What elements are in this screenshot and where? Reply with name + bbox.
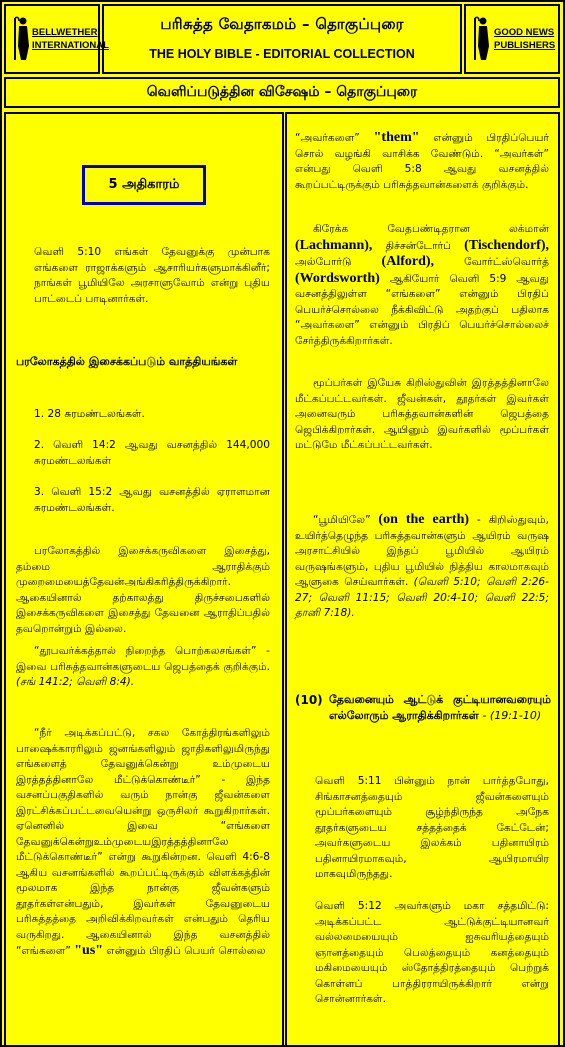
scripture-ref: - (19:1-10) [482,709,542,722]
english-word: "us" [74,943,104,958]
paragraph-text: வோர்ட்ஸ்வொர்த் [464,256,549,268]
paragraph [295,512,549,622]
paragraph-text: - கிறிஸ்துவும், உயிர்த்தெழுந்த பரிசுத்தவான்களும் ஆயிரம் வருஷ அரசாட்சியில் இந்தப் பூமியில் ஆயிரம் வருஷங்களும், புதிய பூமியில் நித்திய காலமாகவும் ஆளுகை செய்வார்கள். [295,514,549,588]
paragraph: மூப்பர்கள் இயேசு கிறிஸ்துவின் இரத்தத்தினாலே மீட்கப்பட்டவர்கள். ஜீவன்கள், தூதர்கள் இவர்கள் அனைவரும் பரிசுத்தவான்களின் ஜெபத்தை ஜெபிக்கிறார்கள். ஆயினும் இவர்களில் மூப்பர்கள் மட்டுமே மீட்கப்பட்டவர்கள். [295,377,549,451]
left-column [4,112,284,1047]
section-title: வெளிப்படுத்தின விசேஷம் – தொகுப்புரை [4,77,560,108]
quote-word: “அவர்களை” [295,132,360,144]
section-number: (10) [295,693,323,707]
scripture-ref: (சங் 141:2; வெளி 8:4). [16,676,135,688]
paragraph [295,130,549,193]
quote-text: “தூபவர்க்கத்தால் நிறைந்த பொற்கலசங்கள்” - இவை பரிசுத்தவான்களுடைய ஜெபத்தைக் குறிக்கும். [16,645,270,673]
bellwether-logo [4,4,109,74]
good-news-logo [464,4,560,74]
paragraph-text: ஆகியோர் வெளி 5:9 ஆவது வசனத்திலுள்ள “எங்களை” என்னும் பிரதிப் பெயர்ச்சொல்லை நீக்கிவிட்டு அதற்குப் பதிலாக “அவர்களை” என்னும் பிரதிப் பெயர்ச்சொல்லைச் சேர்த்திருக்கிறார்கள். [295,272,549,347]
paragraph-text: திச்சன்டோர்ப் [385,239,452,252]
english-word: (on the earth) [378,512,470,527]
paragraph-end: என்னும் பிரதிப் பெயர் சொல்லை [106,945,266,957]
logo-line2: INTERNATIONAL [32,40,109,51]
english-name: (Wordsworth) [295,270,380,286]
english-word: "them" [373,130,420,145]
paragraph: பரலோகத்தில் இசைக்கருவிகளை இசைத்து, தம்மை ஆராதிக்கும் முறைமையைத்தேவன்அங்கிகரித்திருக்கிறார். ஆகையினால் தற்காலத்து திருச்சபைகளில் இசைக்கருவிகளை இசைத்து தேவனை ஆராதிப்பதில் தவறொன்றும் இல்லை. [16,545,270,635]
english-title: THE HOLY BIBLE - EDITORIAL COLLECTION [149,47,415,61]
paragraph-text: என்னும் பிரதிப்பெயர் சொல் வழங்கி வாசிக்க வேண்டும். “அவர்கள்” என்பது வெளி 5:8 ஆவது வசனத்தில் கூறப்பட்டிருக்கும் பரிசுத்தவான்களைக் குறிக்கும். [295,132,549,191]
heading-text: தேவனையும் ஆட்டுக் குட்டியானவரையும் எல்லோரும் ஆராதிக்கிறார்கள் [329,693,551,722]
paragraph: வெளி 5:11 பின்னும் நான் பார்த்தபோது, சிங்காசனத்தையும் ஜீவன்களையும் மூப்பர்களையும் சூழ்ந்திருந்த அநேக தூதர்களுடைய சத்தத்தைக் கேட்டேன்; அவர்களுடைய இலக்கம் பதினாயிரம் பதினாயிரமாகவும், ஆயிரமாயிர மாகவுமிருந்தது. [315,775,549,880]
logo-line1: GOOD NEWS [494,27,555,38]
header [4,4,560,74]
subheading: பரலோகத்தில் இசைக்கப்படும் வாத்தியங்கள் [16,355,238,368]
paragraph [16,726,270,960]
quote-word: “பூமியிலே” [313,514,371,526]
logo-line2: PUBLISHERS [494,40,556,51]
shepherd-figure-icon [472,16,492,62]
paragraph: வெளி 5:12 அவர்களும் மகா சத்தமிட்டு: அடிக்கப்பட்ட ஆட்டுக்குட்டியானவர் வல்லமையையும் ஐசுவரியத்தையும் ஞானத்தையும் பெலத்தையும் கனத்தையும் மகிமையையும் ஸ்தோத்திரத்தையும் பெற்றுக் கொள்ளப் பாத்திரராயிருக்கிறார் என்று சொன்னார்கள். [315,900,549,1005]
paragraph-text: “நீர் அடிக்கப்பட்டு, சகல கோத்திரங்களிலும் பாஷைக்காரரிலும் ஜனங்களிலும் ஜாதிகளிலுமிருந்து எங்களைத் தேவனுக்கென்று உம்முடைய இரத்தத்தினாலே மீட்டுக்கொண்டீர்” - இந்த வசனப்பகுதிகளில் வரும் நான்கு ஜீவன்களை இரட்சிக்கப்பட்டவையென்று ஒருசிலர் கூறுகிறார்கள். ஏனெனில் இவை “எங்களை தேவனுக்கென்றுஉம்முடையஇரத்தத்தினாலே மீட்டுக்கொண்டீர்” என்று கூறுகின்றன. வெளி 4:6-8 ஆகிய வசனங்களில் கூறப்பட்டிருக்கும் விளக்கத்தின் மூலமாக இந்த நான்கு ஜீவன்களும் தூதர்கள்என்பதும், இவர்கள் தேவனுடைய பரிசுத்தத்தை அறிவிக்கிறவர்கள் என்பதும் தெரிய வருகிறது. ஆகையினால் இந்த வசனத்தில் “எங்களை” [16,727,270,957]
section-heading [329,692,551,724]
shepherd-figure-icon [12,16,32,62]
english-name: (Lachmann), [295,237,373,253]
paragraph-text: கிரேக்க வேதபண்டிதரான லக்மான் [313,223,549,235]
paragraph: வெளி 5:10 எங்கள் தேவனுக்கு முன்பாக எங்களை ராஜாக்களும் ஆசாரியர்களுமாக்கினீர்; நாங்கள் பூமியிலே அரசாளுவோம் என்று புதிய பாட்டைப் பாடினார்கள். [34,246,270,305]
list-item: 2. வெளி 14:2 ஆவது வசனத்தில் 144,000 சுரமண்டலங்கள் [34,439,270,467]
english-name: (Alford), [381,254,435,269]
paragraph [16,644,270,691]
list-item: 3. வெளி 15:2 ஆவது வசனத்தில் ஏராளமான சுரமண்டலங்கள். [34,486,270,514]
paragraph-text: அல்போர்டு [295,256,352,268]
right-column [285,112,560,1047]
title-box [102,4,462,74]
logo-line1: BELLWETHER [32,27,98,38]
list-item: 1. 28 சுரமண்டலங்கள். [34,408,145,420]
tamil-title: பரிசுத்த வேதாகமம் – தொகுப்புரை [160,15,404,33]
paragraph [295,222,549,349]
scripture-ref: (வெளி 5:10; வெளி 2:26-27; வெளி 11:15; வெளி 20:4-10; வெளி 22:5; தானி 7:18). [295,576,549,619]
chapter-box: 5 அதிகாரம் [82,165,206,205]
english-name: (Tischendorf), [464,237,550,253]
